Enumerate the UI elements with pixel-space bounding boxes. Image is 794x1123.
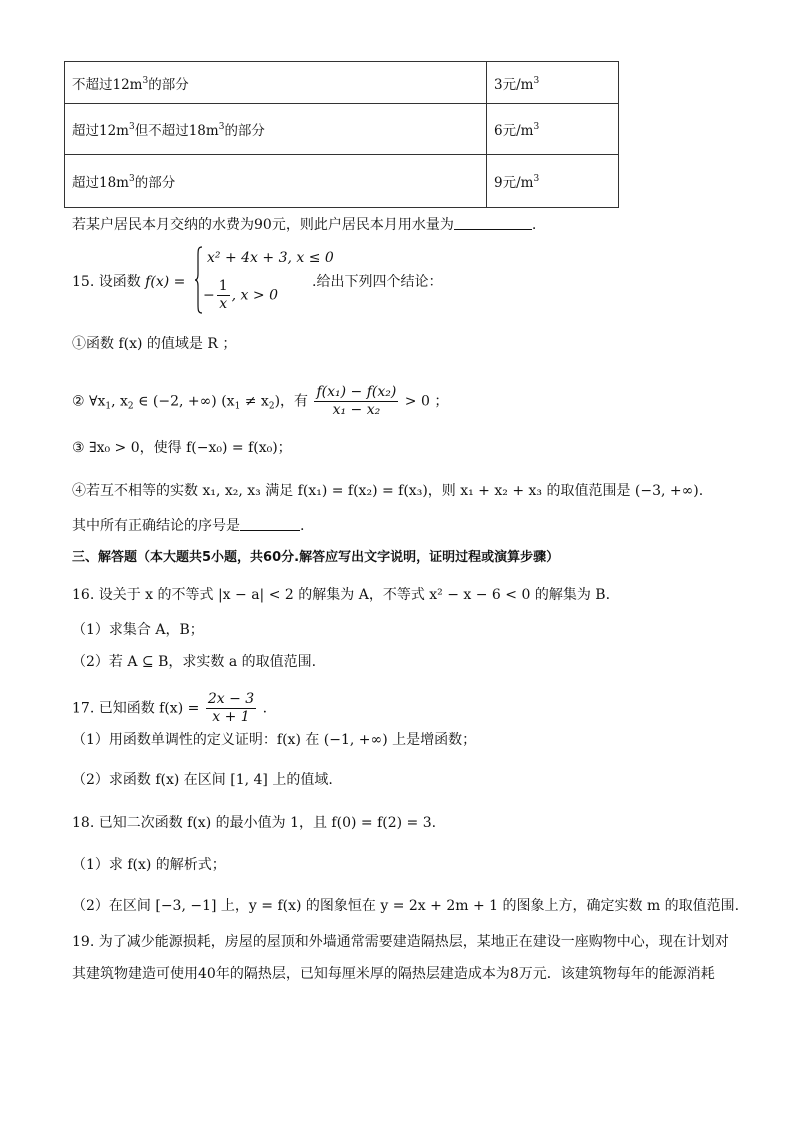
answer-blank[interactable] — [454, 217, 532, 230]
piecewise-case-1: x² + 4x + 3, x ≤ 0 — [207, 250, 334, 266]
conclusion-2: ② $\forall x_1$, $x_2$ ∈ (−2, +∞) $(x_1 \ne x_2)$，有 $\frac{\text{f(x₁) − f(x₂)}}{\text{x₁ − x₂}}$ > 0 ； — [72, 384, 449, 418]
price-cell: 6元$/m^3$ — [487, 104, 619, 155]
question-18-stem: 18. 已知二次函数 f(x) 的最小值为 1，且 f(0) = f(2) = 3. — [72, 815, 437, 831]
left-brace-icon — [195, 246, 203, 314]
usage-range-cell: 不超过$12m^3$的部分 — [65, 62, 487, 104]
usage-range-cell: 超过$12m^3$但不超过$18m^3$的部分 — [65, 104, 487, 155]
question-15-lead: 15. 设函数 f(x) = — [72, 274, 186, 290]
answer-blank[interactable] — [240, 518, 300, 531]
conclusion-1: ①函数 f(x) 的值域是 R ； — [72, 336, 237, 352]
section-3-heading: 三、解答题（本大题共5小题，共60分.解答应写出文字说明，证明过程或演算步骤） — [72, 550, 560, 565]
question-15-ask: 其中所有正确结论的序号是 . — [72, 518, 305, 534]
question-18-part-1: （1）求 f(x) 的解析式； — [72, 857, 226, 873]
question-15-after: .给出下列四个结论： — [312, 274, 443, 290]
conclusion-3: ③ ∃x₀ > 0，使得 f(−x₀) = f(x₀)； — [72, 440, 292, 456]
question-17-stem: 17. 已知函数 f(x) = $\frac{2x - 3}{x + 1}$ . — [72, 691, 268, 725]
table-row — [65, 104, 619, 155]
table-row — [65, 62, 619, 104]
question-16-part-1: （1）求集合 A，B； — [72, 622, 204, 638]
question-19-line-1: 19. 为了减少能源损耗，房屋的屋顶和外墙通常需要建造隔热层，某地正在建设一座购物中心，现在计划对 — [72, 934, 729, 950]
question-16-part-2: （2）若 A ⊆ B，求实数 a 的取值范围. — [72, 654, 317, 670]
price-cell: 9元$/m^3$ — [487, 155, 619, 208]
table-row — [65, 155, 619, 208]
water-price-table — [64, 61, 619, 208]
piecewise-case-2: − $\frac{1}{x}$ , x > 0 — [203, 278, 278, 312]
question-19-line-2: 其建筑物建造可使用40年的隔热层，已知每厘米厚的隔热层建造成本为8万元．该建筑物每年的能源消耗 — [72, 966, 715, 982]
question-17-part-1: （1）用函数单调性的定义证明：f(x) 在 (−1, +∞) 上是增函数； — [72, 732, 477, 748]
question-18-part-2: （2）在区间 [−3, −1] 上，y = f(x) 的图象恒在 y = 2x + 2m + 1 的图象上方，确定实数 m 的取值范围. — [72, 898, 740, 914]
question-16-stem: 16. 设关于 x 的不等式 |x − a| < 2 的解集为 A，不等式 x² − x − 6 < 0 的解集为 B. — [72, 587, 611, 603]
usage-range-cell: 超过$18m^3$的部分 — [65, 155, 487, 208]
question-14-tail: 若某户居民本月交纳的水费为90元，则此户居民本月用水量为 . — [72, 217, 537, 233]
question-17-part-2: （2）求函数 f(x) 在区间 [1, 4] 上的值域. — [72, 772, 333, 788]
conclusion-4: ④若互不相等的实数 x₁, x₂, x₃ 满足 f(x₁) = f(x₂) = f(x₃)，则 x₁ + x₂ + x₃ 的取值范围是 (−3, +∞). — [72, 483, 704, 499]
price-cell: 3元$/m^3$ — [487, 62, 619, 104]
